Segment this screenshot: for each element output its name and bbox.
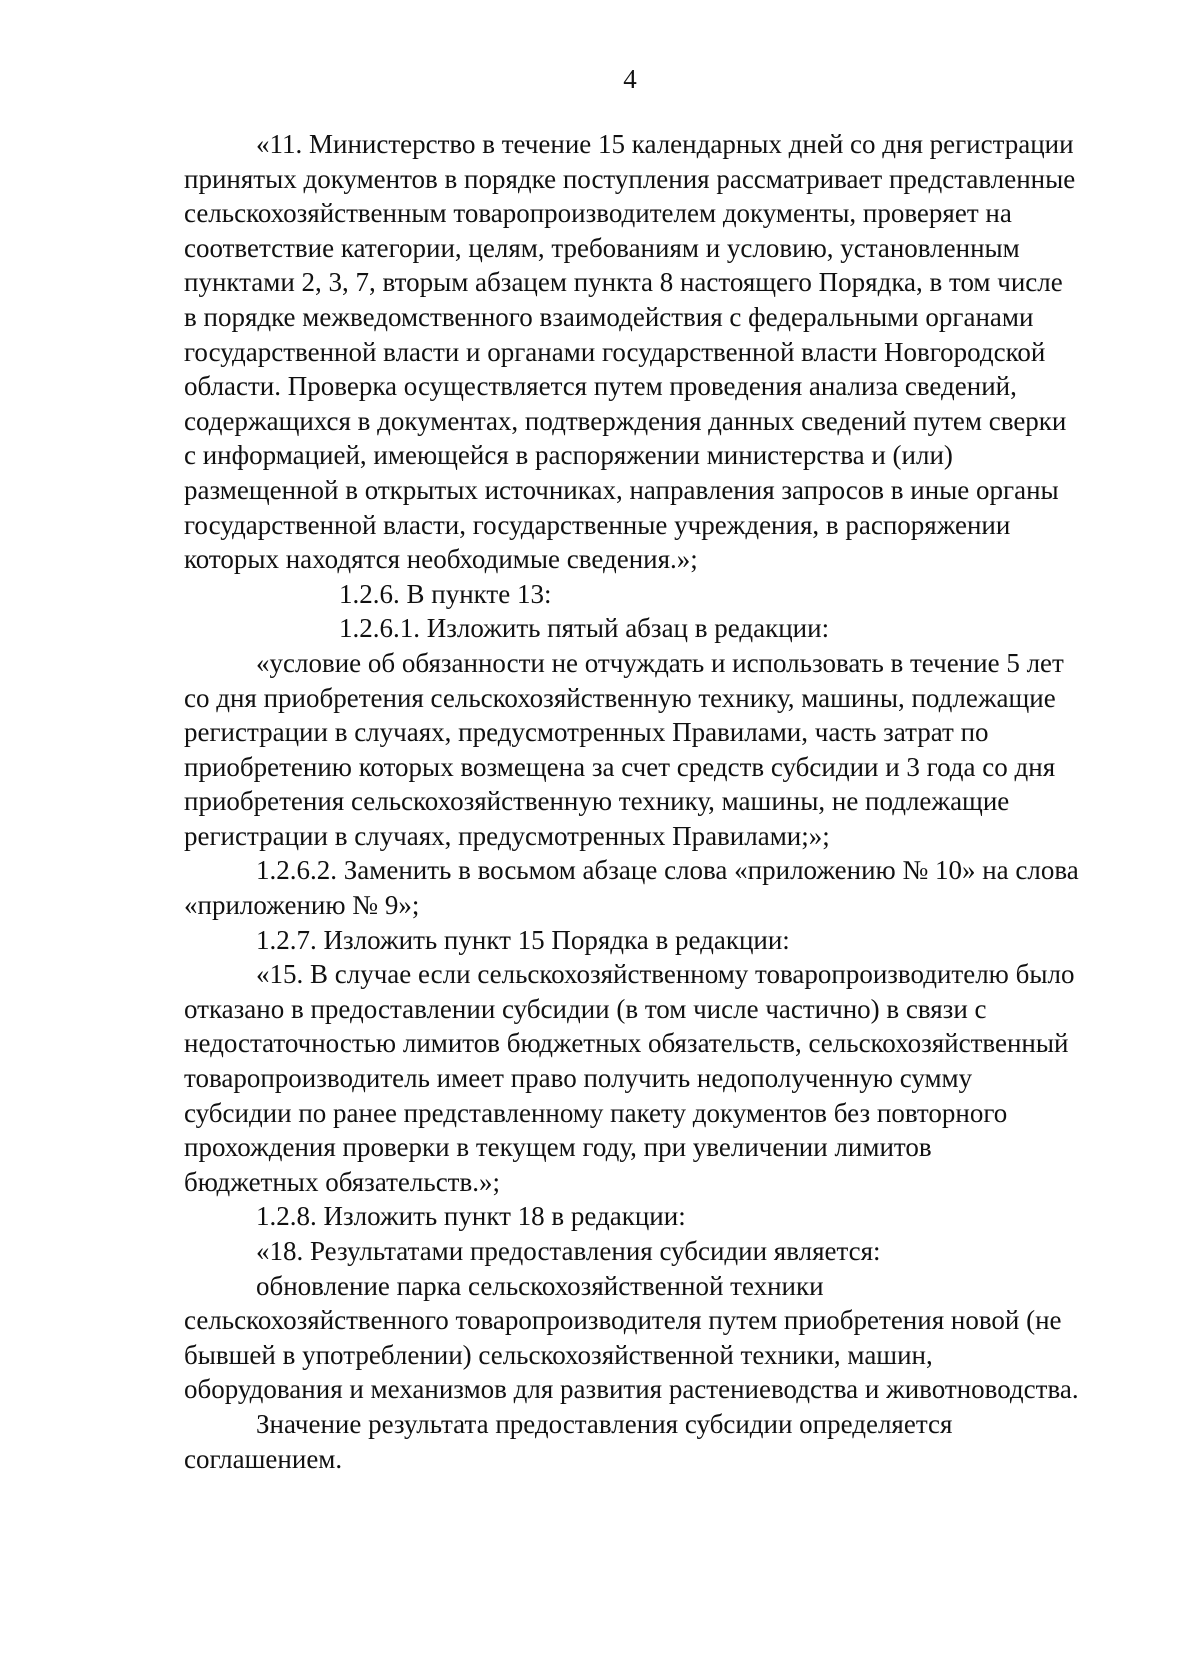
text-line: пунктами 2, 3, 7, вторым абзацем пункта 8 настоящего Порядка, в том числе bbox=[184, 267, 1063, 298]
text-line: «15. В случае если сельскохозяйственному товаропроизводителю было bbox=[256, 959, 1075, 990]
text-line: соответствие категории, целям, требованиям и условию, установленным bbox=[184, 232, 1020, 263]
text-line: обновление парка сельскохозяйственной техники bbox=[256, 1270, 824, 1301]
text-line: «приложению № 9»; bbox=[184, 890, 420, 921]
text-line: сельскохозяйственным товаропроизводителем документы, проверяет на bbox=[184, 198, 1012, 229]
text-line: приобретения сельскохозяйственную технику, машины, не подлежащие bbox=[184, 786, 1010, 817]
text-line: бывшей в употреблении) сельскохозяйственной техники, машин, bbox=[184, 1339, 933, 1370]
text-line: отказано в предоставлении субсидии (в том числе частично) в связи с bbox=[184, 993, 987, 1024]
text-line: соглашением. bbox=[184, 1443, 343, 1474]
paragraph-point-11 bbox=[184, 127, 1116, 577]
text-line: «18. Результатами предоставления субсидии является: bbox=[256, 1236, 881, 1266]
text-line: со дня приобретения сельскохозяйственную технику, машины, подлежащие bbox=[184, 682, 1056, 713]
paragraph-1-2-6-2 bbox=[184, 853, 1116, 922]
text-line: товаропроизводитель имеет право получить недополученную сумму bbox=[184, 1063, 973, 1094]
text-line: с информацией, имеющейся в распоряжении министерства и (или) bbox=[184, 440, 953, 471]
text-line: «11. Министерство в течение 15 календарных дней со дня регистрации bbox=[256, 129, 1074, 159]
paragraph-result-value bbox=[184, 1407, 1116, 1476]
text-line: приобретению которых возмещена за счет средств субсидии и 3 года со дня bbox=[184, 751, 1056, 782]
text-line: 1.2.6.2. Заменить в восьмом абзаце слова «приложению № 10» на слова bbox=[256, 855, 1079, 886]
paragraph-point-18 bbox=[184, 1234, 1116, 1269]
text-line: прохождения проверки в текущем году, при увеличении лимитов bbox=[184, 1132, 932, 1163]
paragraph-point-15 bbox=[184, 957, 1116, 1199]
text-line: государственной власти и органами государственной власти Новгородской bbox=[184, 336, 1046, 367]
text-line: в порядке межведомственного взаимодействия с федеральными органами bbox=[184, 301, 1034, 332]
text-line: области. Проверка осуществляется путем проведения анализа сведений, bbox=[184, 371, 1017, 402]
text-line: 1.2.7. Изложить пункт 15 Порядка в редакции: bbox=[256, 924, 790, 955]
text-line: 1.2.6. В пункте 13: bbox=[339, 578, 552, 609]
paragraph-results bbox=[184, 1269, 1116, 1407]
text-line: государственной власти, государственные учреждения, в распоряжении bbox=[184, 509, 1011, 540]
paragraph-1-2-6-1 bbox=[184, 611, 1116, 646]
paragraph-1-2-7 bbox=[184, 923, 1116, 958]
text-line: бюджетных обязательств.»; bbox=[184, 1166, 500, 1197]
text-line: «условие об обязанности не отчуждать и использовать в течение 5 лет bbox=[256, 647, 1064, 678]
text-line: недостаточностью лимитов бюджетных обязательств, сельскохозяйственный bbox=[184, 1028, 1069, 1059]
text-line: которых находятся необходимые сведения.»; bbox=[184, 544, 698, 575]
document-body bbox=[184, 127, 1116, 1476]
text-line: регистрации в случаях, предусмотренных Правилами;»; bbox=[184, 820, 830, 851]
text-line: субсидии по ранее представленному пакету документов без повторного bbox=[184, 1097, 1008, 1128]
text-line: 1.2.8. Изложить пункт 18 в редакции: bbox=[256, 1201, 686, 1232]
text-line: принятых документов в порядке поступления рассматривает представленные bbox=[184, 163, 1076, 194]
paragraph-1-2-8 bbox=[184, 1199, 1116, 1234]
text-line: Значение результата предоставления субсидии определяется bbox=[256, 1408, 953, 1439]
text-line: содержащихся в документах, подтверждения данных сведений путем сверки bbox=[184, 405, 1067, 436]
text-line: сельскохозяйственного товаропроизводителя путем приобретения новой (не bbox=[184, 1305, 1062, 1336]
paragraph-1-2-6 bbox=[184, 577, 1116, 612]
text-line: регистрации в случаях, предусмотренных Правилами, часть затрат по bbox=[184, 717, 989, 748]
text-line: размещенной в открытых источниках, направления запросов в иные органы bbox=[184, 474, 1059, 505]
paragraph-fifth-abzac bbox=[184, 646, 1116, 854]
page-number: 4 bbox=[623, 64, 637, 94]
text-line: оборудования и механизмов для развития растениеводства и животноводства. bbox=[184, 1374, 1079, 1405]
text-line: 1.2.6.1. Изложить пятый абзац в редакции: bbox=[339, 613, 830, 644]
